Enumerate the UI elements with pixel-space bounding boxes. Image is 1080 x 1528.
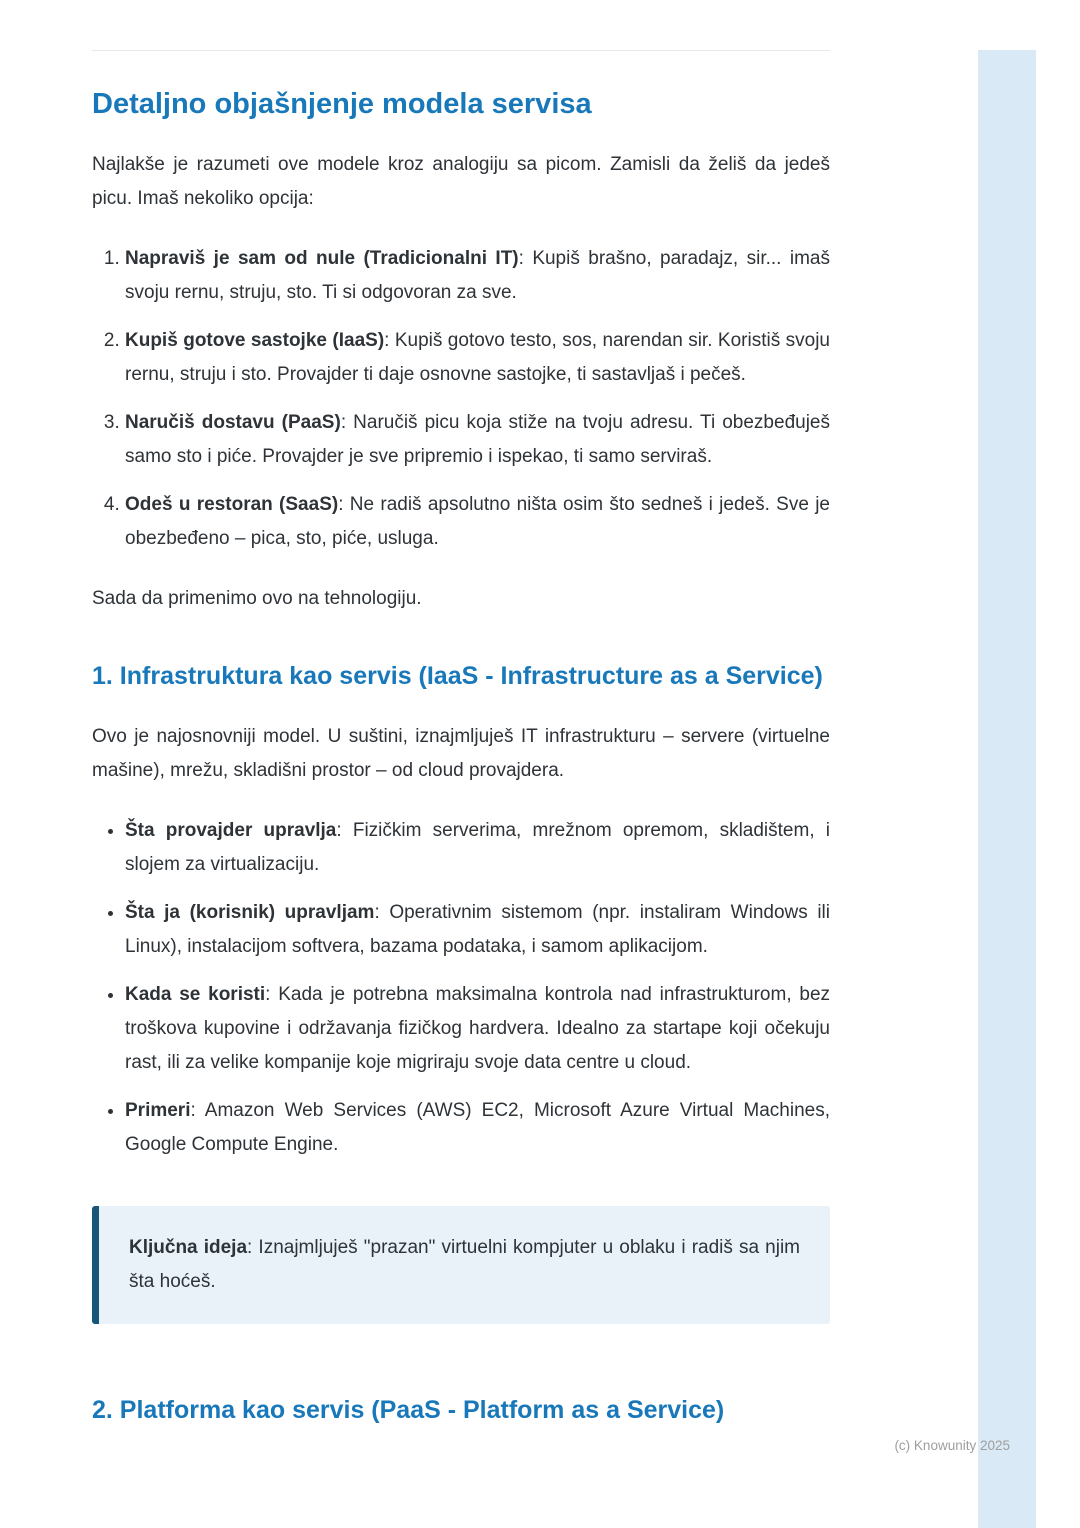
- list-item-text: : Naručiš picu koja stiže na tvoju adresu. Ti obezbeđuješ samo sto i piće. Provajder je sve pripremio i ispekao, ti samo serviraš.: [125, 412, 830, 467]
- iaas-bullet-list: [92, 814, 830, 1162]
- section-heading-paas: 2. Platforma kao servis (PaaS - Platform as a Service): [92, 1396, 725, 1424]
- list-item-lead: Napraviš je sam od nule (Tradicionalni IT): [125, 248, 519, 269]
- list-item: [125, 242, 830, 310]
- transition-paragraph: Sada da primenimo ovo na tehnologiju.: [92, 588, 422, 609]
- page-edge-strip: [978, 50, 1036, 1528]
- list-item: [125, 406, 830, 474]
- list-item-text: : Amazon Web Services (AWS) EC2, Microsoft Azure Virtual Machines, Google Compute Engine.: [125, 1100, 830, 1155]
- list-item-lead: Kada se koristi: [125, 984, 266, 1005]
- list-item: [125, 488, 830, 556]
- pizza-analogy-list: [92, 242, 830, 556]
- list-item-text: : Kada je potrebna maksimalna kontrola nad infrastrukturom, bez troškova kupovine i održavanja fizičkog hardvera. Idealno za startape koji očekuju rast, ili za velike kompanije koje migriraju svoje data centre u cloud.: [125, 984, 831, 1073]
- list-item: [125, 978, 830, 1080]
- list-item-lead: Kupiš gotove sastojke (IaaS): [125, 330, 385, 351]
- list-item: [125, 1094, 830, 1162]
- page-title: Detaljno objašnjenje modela servisa: [92, 88, 592, 120]
- list-item-text: : Kupiš gotovo testo, sos, narendan sir. Koristiš svoju rernu, struju i sto. Provajder ti daje osnovne sastojke, ti sastavljaš i pečeš.: [125, 330, 830, 385]
- iaas-intro-paragraph: Ovo je najosnovniji model. U suštini, iznajmljuješ IT infrastrukturu – servere (virtuelne mašine), mrežu, skladišni prostor – od cloud provajdera.: [92, 726, 830, 781]
- list-item-lead: Odeš u restoran (SaaS): [125, 494, 339, 515]
- list-item-text: : Ne radiš apsolutno ništa osim što sedneš i jedeš. Sve je obezbeđeno – pica, sto, piće, usluga.: [125, 494, 831, 549]
- key-idea-callout: [92, 1206, 830, 1324]
- callout-lead: Ključna ideja: [129, 1237, 248, 1258]
- list-item: [125, 814, 830, 882]
- watermark: (c) Knowunity 2025: [894, 1438, 1010, 1453]
- content-area: [92, 0, 830, 1454]
- list-item-lead: Šta ja (korisnik) upravljam: [125, 902, 375, 923]
- callout-paragraph: [129, 1231, 800, 1299]
- list-item-lead: Šta provajder upravlja: [125, 820, 337, 841]
- list-item-lead: Naručiš dostavu (PaaS): [125, 412, 341, 433]
- section-heading-iaas: 1. Infrastruktura kao servis (IaaS - Infrastructure as a Service): [92, 662, 823, 690]
- list-item-lead: Primeri: [125, 1100, 191, 1121]
- list-item-text: : Kupiš brašno, paradajz, sir... imaš svoju rernu, struju, sto. Ti si odgovoran za sve.: [125, 248, 830, 303]
- list-item: [125, 896, 830, 964]
- list-item-text: : Operativnim sistemom (npr. instaliram Windows ili Linux), instalacijom softvera, bazama podataka, i samom aplikacijom.: [125, 902, 831, 957]
- intro-paragraph: Najlakše je razumeti ove modele kroz analogiju sa picom. Zamisli da želiš da jedeš picu. Imaš nekoliko opcija:: [92, 154, 830, 209]
- list-item: [125, 324, 830, 392]
- list-item-text: : Fizičkim serverima, mrežnom opremom, skladištem, i slojem za virtualizaciju.: [125, 820, 830, 875]
- callout-text: : Iznajmljuješ "prazan" virtuelni kompjuter u oblaku i radiš sa njim šta hoćeš.: [129, 1237, 800, 1292]
